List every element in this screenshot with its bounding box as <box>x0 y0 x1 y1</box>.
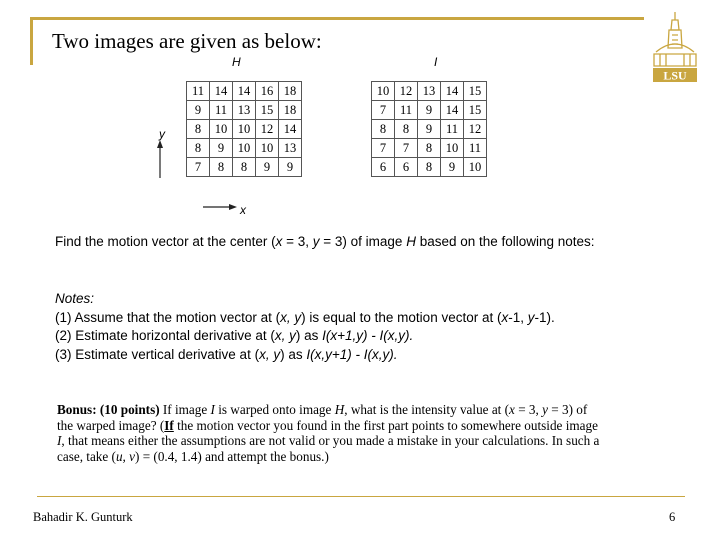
image-h-cell: 8 <box>233 158 256 177</box>
notes-block <box>55 290 655 364</box>
left-border <box>30 17 33 65</box>
image-i-label: I <box>434 55 438 69</box>
x-axis-arrow-icon <box>202 202 238 212</box>
image-i-row <box>372 120 487 139</box>
image-h-cell: 8 <box>210 158 233 177</box>
bottom-border <box>37 496 685 497</box>
image-i-cell: 11 <box>441 120 464 139</box>
image-h-cell: 14 <box>279 120 302 139</box>
image-h-cell: 11 <box>187 82 210 101</box>
image-i-cell: 6 <box>372 158 395 177</box>
image-h-cell: 10 <box>256 139 279 158</box>
image-i-cell: 6 <box>395 158 418 177</box>
image-i-cell: 7 <box>372 101 395 120</box>
image-h-row <box>187 158 302 177</box>
image-i-cell: 9 <box>418 101 441 120</box>
image-i-cell: 11 <box>395 101 418 120</box>
image-i-cell: 9 <box>441 158 464 177</box>
image-h-cell: 9 <box>210 139 233 158</box>
image-h-cell: 10 <box>233 139 256 158</box>
image-h-cell: 14 <box>210 82 233 101</box>
image-h-row <box>187 120 302 139</box>
image-h-grid <box>186 81 302 177</box>
image-i-cell: 12 <box>395 82 418 101</box>
image-i-cell: 14 <box>441 82 464 101</box>
image-i-cell: 10 <box>441 139 464 158</box>
image-h-cell: 11 <box>210 101 233 120</box>
image-h-cell: 8 <box>187 120 210 139</box>
image-h-cell: 10 <box>233 120 256 139</box>
image-i-cell: 7 <box>395 139 418 158</box>
slide-title: Two images are given as below: <box>52 29 322 53</box>
image-i-row <box>372 101 487 120</box>
image-i-cell: 10 <box>372 82 395 101</box>
image-h-cell: 13 <box>233 101 256 120</box>
bonus-text: Bonus: (10 points) If image I is warped onto image H, what is the intensity value at (x = 3, y = 3) of the warped image? (If the motion vector you found in the first part points to somewhere outside image I, that means either the assumptions are not valid or you made a mistake in your calculations. In such a case, take (u, v) = (0.4, 1.4) and attempt the bonus.) <box>57 402 600 464</box>
lsu-logo-icon <box>648 8 702 86</box>
image-i-cell: 8 <box>418 158 441 177</box>
image-h-row <box>187 101 302 120</box>
top-border <box>30 17 644 20</box>
image-h-cell: 12 <box>256 120 279 139</box>
image-h-cell: 16 <box>256 82 279 101</box>
image-h-cell: 14 <box>233 82 256 101</box>
image-h-cell: 15 <box>256 101 279 120</box>
image-i-grid <box>371 81 487 177</box>
y-axis-arrow-icon <box>155 140 165 180</box>
note-1: (1) Assume that the motion vector at (x, y) is equal to the motion vector at (x-1, y-1). <box>55 309 555 325</box>
note-2: (2) Estimate horizontal derivative at (x, y) as I(x+1,y) - I(x,y). <box>55 328 414 343</box>
footer-author: Bahadir K. Gunturk <box>33 510 133 524</box>
image-i-cell: 8 <box>418 139 441 158</box>
image-h-row <box>187 82 302 101</box>
image-i-cell: 15 <box>464 101 487 120</box>
image-h-cell: 8 <box>187 139 210 158</box>
image-i-cell: 9 <box>418 120 441 139</box>
image-h-cell: 9 <box>187 101 210 120</box>
image-h-cell: 18 <box>279 82 302 101</box>
image-i-cell: 12 <box>464 120 487 139</box>
image-i-cell: 11 <box>464 139 487 158</box>
image-h-cell: 18 <box>279 101 302 120</box>
image-i-cell: 8 <box>395 120 418 139</box>
image-i-cell: 14 <box>441 101 464 120</box>
note-3: (3) Estimate vertical derivative at (x, y) as I(x,y+1) - I(x,y). <box>55 346 398 362</box>
image-i-cell: 8 <box>372 120 395 139</box>
x-axis-label: x <box>240 203 246 217</box>
y-axis-label: y <box>159 127 165 141</box>
image-i-cell: 7 <box>372 139 395 158</box>
image-h-label: H <box>232 55 241 69</box>
page-number: 6 <box>669 510 676 524</box>
image-i-row <box>372 158 487 177</box>
logo-text: LSU <box>663 68 687 83</box>
image-h-cell: 10 <box>210 120 233 139</box>
notes-heading: Notes: <box>55 291 95 306</box>
image-i-cell: 10 <box>464 158 487 177</box>
image-i-cell: 15 <box>464 82 487 101</box>
image-h-row <box>187 139 302 158</box>
image-i-cell: 13 <box>418 82 441 101</box>
image-h-cell: 9 <box>279 158 302 177</box>
image-h-cell: 7 <box>187 158 210 177</box>
question-text: Find the motion vector at the center (x = 3, y = 3) of image H based on the following notes: <box>55 234 595 249</box>
image-h-cell: 9 <box>256 158 279 177</box>
image-i-row <box>372 82 487 101</box>
image-i-row <box>372 139 487 158</box>
image-h-cell: 13 <box>279 139 302 158</box>
